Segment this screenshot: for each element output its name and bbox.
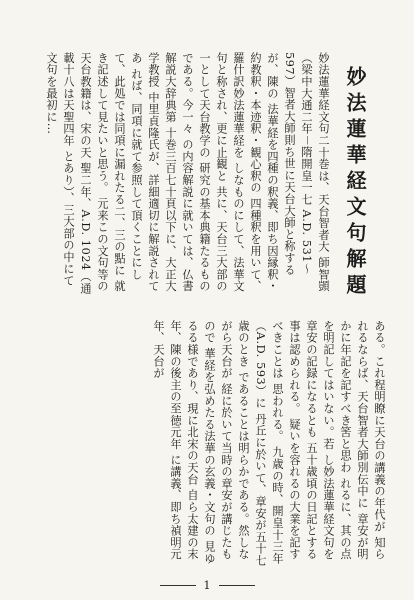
text-column: ある。これ程明瞭に天台の講義の年代が — [373, 320, 386, 533]
text-column: 思われる。 — [271, 383, 284, 443]
text-column: し妙法蓮華経文句を章安の記録になるとも — [305, 320, 335, 561]
text-column: の内容解説に就いては、仏書解説大辞典第 — [164, 52, 194, 293]
page-number: 1 — [203, 579, 211, 592]
text-column: れるに、其の点を明記してはいない。若 — [322, 320, 352, 561]
text-band-bottom — [8, 320, 388, 570]
text-column: 聖二年、A.D. 1024（通載十八は天聖四年 — [62, 52, 92, 295]
footer-rule-right — [219, 585, 255, 586]
text-column: 五十歳頃の日記とする事は認められる。 — [288, 320, 318, 561]
text-column: 丹丘に於いて、章安が五十七歳のとき — [237, 320, 267, 567]
text-column: 疑いを容れるの大業を記すべきことは — [271, 320, 301, 561]
text-column: 経に於いて当時の章安が講じたもので — [203, 320, 233, 561]
footer-rule-left — [160, 585, 196, 586]
text-column: 研究の基本典籍たるものである。今一々 — [181, 52, 211, 293]
page-footer — [0, 579, 414, 592]
text-column: 四種釈を用いて、羅什訳妙法蓮華経を — [232, 52, 262, 293]
page-title: 妙法蓮華経文句解題 — [343, 66, 367, 300]
text-column: 華経を弘めたる法華の玄義・文句の — [203, 347, 216, 537]
text-column: 531～597）智者大師則ち世に天台大師と称するが、陳の — [266, 52, 313, 276]
text-column: 見ゆるる様であり、現に北宋の天台 — [186, 320, 216, 565]
text-column: しなものにして、法華文句と称され、更に止観と — [215, 52, 245, 293]
text-column: であることは明らかである。然しながら天台が — [220, 320, 250, 561]
text-column: 九歳の時、開皇十三年（A.D. 593）に — [254, 320, 284, 565]
text-column: 知られるならば、天台智者大師別伝中に — [356, 320, 386, 561]
text-band-top — [12, 52, 332, 297]
text-column: 自ら太建の末年、陳の後主の至徳元年 — [169, 320, 199, 561]
text-column: 元来この文句等の天台教籍は、宋の天 — [79, 52, 109, 293]
text-column: て、此処では同項に漏れたる二、三の點に — [113, 52, 126, 277]
text-column: 妙法蓮華経文句二十巻は、天台智者大 — [317, 52, 330, 253]
text-column: 法華経を四種の釈義、即ち因縁釈・約教釈・本迹釈・観心釈の — [249, 52, 279, 293]
text-column: 中里貞隆氏が、詳細適切に解説されてあ — [130, 52, 160, 293]
text-column: 師智顗（梁中大通二年－隋開皇一七 A.D. — [300, 52, 330, 293]
text-column: とあり）、三大部の中にて文句を最初に… — [45, 52, 75, 287]
text-column: に講義、即ち禎明元年、天台が — [152, 320, 182, 561]
text-column: 章安が明かに年記を記すべき筈と思わ — [339, 320, 369, 561]
text-column: れば、同項に就て参照して頂くことにし — [130, 67, 143, 281]
text-column: 就き記述して見たいと思う。 — [96, 52, 126, 293]
text-column: 十巻三百七十頁以下に、大正大学教授 — [147, 52, 177, 293]
text-column: 共に、天台三大部の一として天台教学の — [198, 52, 228, 293]
